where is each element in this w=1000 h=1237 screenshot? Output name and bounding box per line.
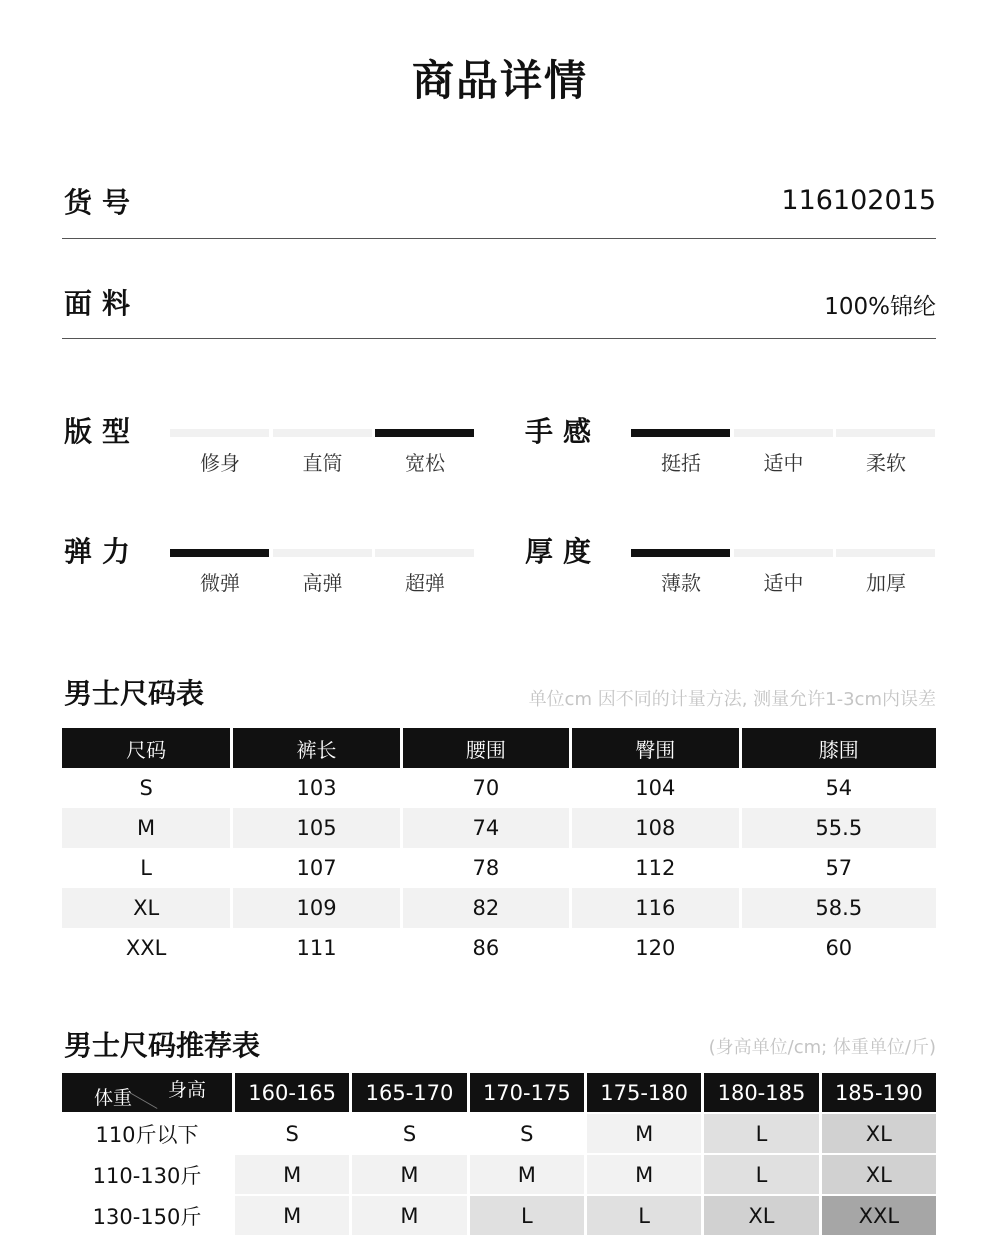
size-chart-title: 男士尺码表	[64, 677, 205, 710]
recommend-chart-table	[59, 1071, 939, 1237]
divider	[62, 338, 936, 339]
table-cell: L	[140, 856, 152, 880]
recommend-chart-title: 男士尺码推荐表	[64, 1029, 261, 1062]
table-cell: 120	[635, 936, 676, 960]
table-row	[62, 1155, 936, 1194]
recommended-size-cell: S	[352, 1114, 466, 1153]
recommended-size-cell: L	[470, 1196, 584, 1235]
recommended-size-cell: XL	[822, 1114, 936, 1153]
scale-option-label: 薄款	[661, 571, 701, 595]
table-cell: 104	[635, 776, 676, 800]
table-cell: 74	[403, 808, 569, 848]
item-number-label: 货号	[64, 186, 141, 219]
recommended-size-cell: L	[704, 1114, 818, 1153]
scale-segment	[734, 549, 833, 557]
table-cell: 58.5	[742, 888, 936, 928]
recommended-size-cell: M	[587, 1155, 701, 1194]
recommended-size-cell: XL	[704, 1196, 818, 1235]
scale-segment	[273, 549, 372, 557]
scale-segment	[836, 549, 935, 557]
column-header: 裤长	[233, 728, 400, 768]
scale-option-label: 高弹	[302, 571, 343, 595]
scale-segment	[734, 429, 833, 437]
table-cell: 109	[233, 888, 400, 928]
recommended-size-cell: M	[587, 1114, 701, 1153]
recommended-size-cell: XL	[822, 1155, 936, 1194]
attribute-label: 版型	[64, 415, 141, 448]
scale-segment-selected	[375, 429, 474, 437]
weight-row-label: 110斤以下	[62, 1114, 232, 1153]
scale-option-label: 宽松	[405, 451, 445, 475]
scale-option-label: 微弹	[200, 571, 240, 595]
table-cell: 105	[233, 808, 400, 848]
recommended-size-cell: L	[704, 1155, 818, 1194]
recommended-size-cell: S	[470, 1114, 584, 1153]
recommended-size-cell: M	[352, 1196, 466, 1235]
scale-option-label: 适中	[763, 451, 804, 475]
scale-segment	[273, 429, 372, 437]
item-number-value: 116102015	[781, 185, 936, 216]
scale-segment-selected	[631, 549, 730, 557]
fabric-label: 面料	[64, 287, 141, 320]
scale-option-label: 适中	[763, 571, 804, 595]
scale-option-label: 柔软	[866, 451, 906, 475]
scale-segment	[375, 549, 474, 557]
column-header: 尺码	[62, 728, 230, 768]
attribute-label: 弹力	[64, 535, 141, 568]
scale-option-label: 修身	[200, 451, 240, 475]
table-cell: XL	[62, 888, 230, 928]
fabric-value: 100%锦纶	[824, 294, 936, 320]
table-cell: 82	[403, 888, 569, 928]
table-cell: S	[139, 776, 153, 800]
table-row	[62, 808, 936, 848]
table-cell: 86	[472, 936, 500, 960]
recommended-size-cell: L	[587, 1196, 701, 1235]
height-column-header: 170-175	[470, 1073, 584, 1112]
column-header: 膝围	[742, 728, 936, 768]
column-header: 臀围	[572, 728, 739, 768]
corner-divider	[128, 1091, 158, 1109]
scale-option-label: 直筒	[302, 451, 343, 475]
height-column-header: 185-190	[822, 1073, 936, 1112]
recommended-size-cell: M	[235, 1196, 349, 1235]
table-cell: 116	[572, 888, 739, 928]
recommended-size-cell: M	[352, 1155, 466, 1194]
scale-segment-selected	[631, 429, 730, 437]
attribute-label: 厚度	[525, 535, 602, 568]
size-chart-table	[59, 728, 939, 968]
scale-option-label: 挺括	[661, 451, 701, 475]
attribute-label: 手感	[525, 415, 602, 448]
corner-weight-label: 体重	[94, 1087, 133, 1109]
column-header: 腰围	[403, 728, 569, 768]
table-cell: 60	[825, 936, 853, 960]
height-column-header: 175-180	[587, 1073, 701, 1112]
table-cell: 54	[825, 776, 853, 800]
height-column-header: 160-165	[235, 1073, 349, 1112]
recommend-chart-note: (身高单位/cm; 体重单位/斤)	[708, 1037, 936, 1058]
divider	[62, 238, 936, 239]
table-cell: M	[62, 808, 230, 848]
table-cell: 78	[472, 856, 500, 880]
table-row	[62, 1114, 936, 1153]
recommended-size-cell: M	[470, 1155, 584, 1194]
table-cell: 70	[472, 776, 500, 800]
scale-segment	[170, 429, 269, 437]
recommended-size-cell: M	[235, 1155, 349, 1194]
table-row	[62, 888, 936, 928]
scale-segment	[836, 429, 935, 437]
size-chart-note: 单位cm 因不同的计量方法, 测量允许1-3cm内误差	[528, 689, 936, 710]
weight-row-label: 130-150斤	[62, 1196, 232, 1235]
weight-row-label: 110-130斤	[62, 1155, 232, 1194]
table-cell: 103	[296, 776, 337, 800]
table-cell: 108	[572, 808, 739, 848]
table-cell: 111	[296, 936, 337, 960]
table-cell: 112	[635, 856, 676, 880]
scale-option-label: 加厚	[866, 571, 906, 595]
table-cell: XXL	[125, 936, 167, 960]
corner-height-label: 身高	[167, 1079, 206, 1101]
recommended-size-cell: XXL	[822, 1196, 936, 1235]
table-cell: 55.5	[742, 808, 936, 848]
scale-segment-selected	[170, 549, 269, 557]
height-column-header: 165-170	[352, 1073, 466, 1112]
recommended-size-cell: S	[235, 1114, 349, 1153]
height-column-header: 180-185	[704, 1073, 818, 1112]
table-row	[62, 768, 936, 808]
scale-option-label: 超弹	[405, 571, 445, 595]
table-row	[62, 928, 936, 968]
table-corner-cell	[62, 1073, 232, 1112]
page-title: 商品详情	[411, 56, 588, 105]
table-row	[62, 848, 936, 888]
table-cell: 107	[296, 856, 337, 880]
table-row	[62, 1196, 936, 1235]
table-cell: 57	[825, 856, 853, 880]
